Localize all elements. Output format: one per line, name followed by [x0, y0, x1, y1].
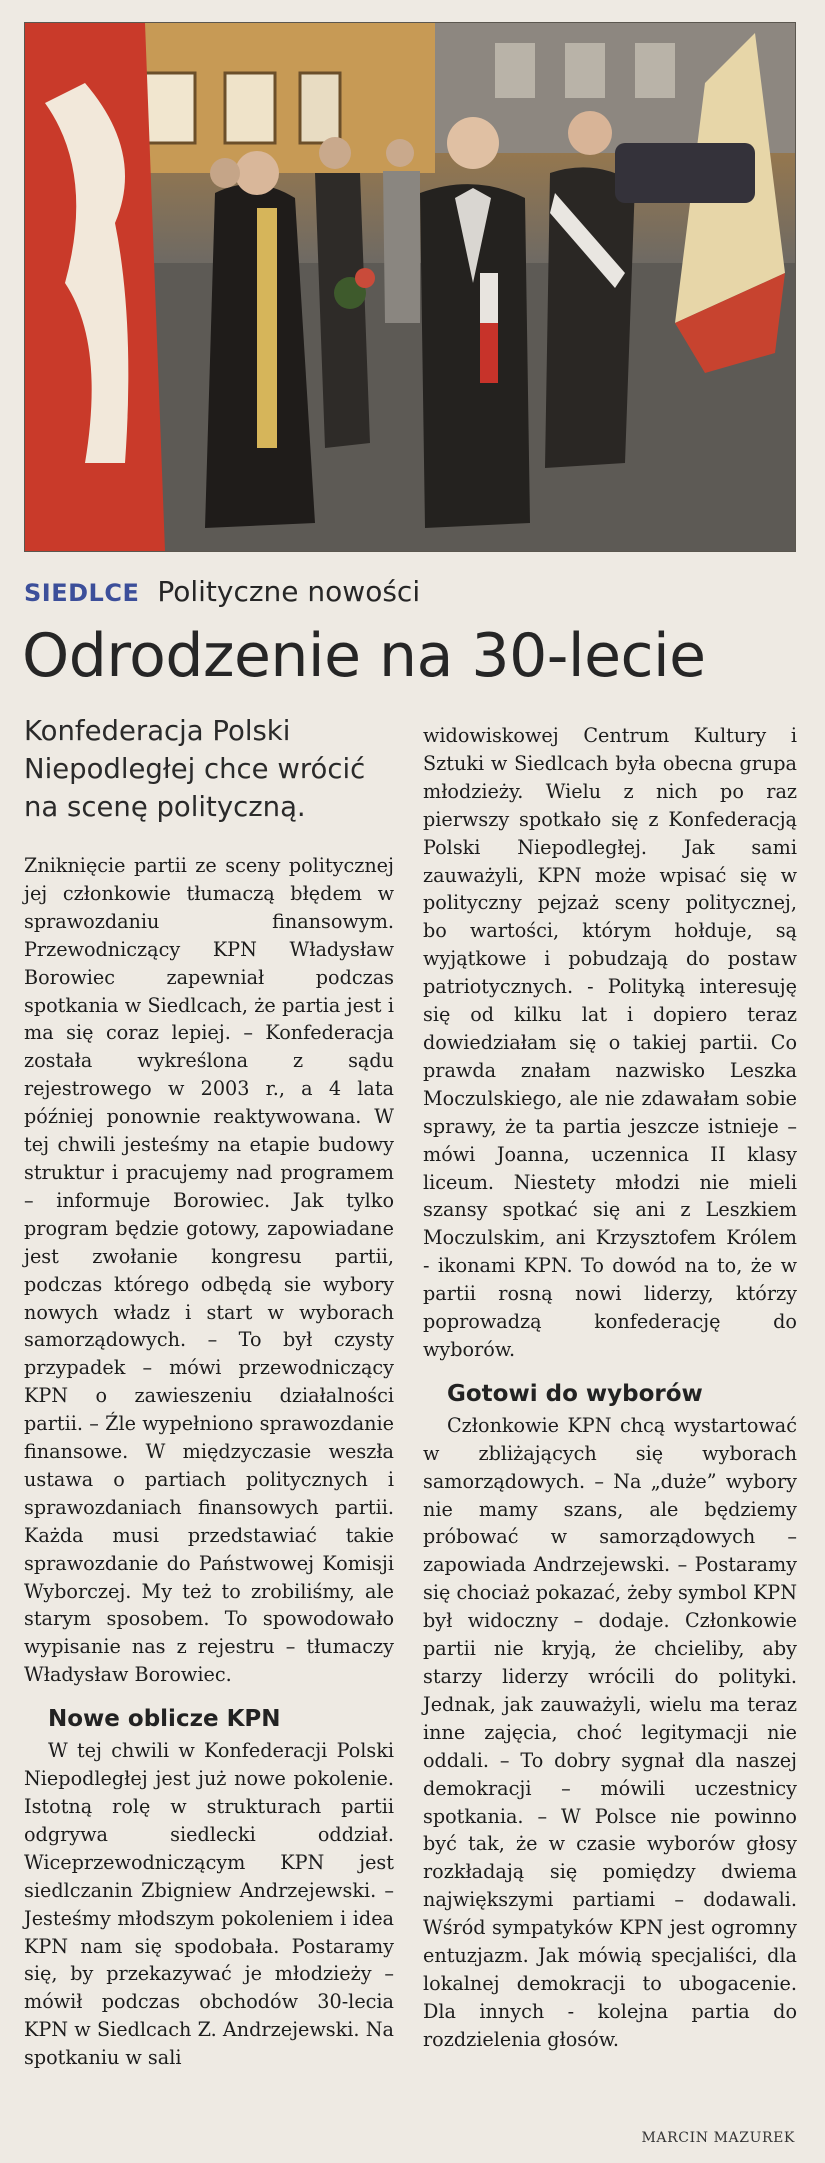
window — [145, 73, 195, 143]
headline: Odrodzenie na 30-lecie — [22, 621, 706, 691]
window — [225, 73, 275, 143]
subheading-nowe-oblicze: Nowe oblicze KPN — [48, 1706, 281, 1733]
sash-red — [480, 323, 498, 383]
window — [565, 43, 605, 98]
person-head — [210, 158, 240, 188]
person-figure — [383, 171, 420, 323]
window — [635, 43, 675, 98]
article-photo — [24, 22, 796, 552]
column-right — [423, 722, 797, 2054]
priest-stole — [257, 208, 277, 448]
window — [300, 73, 340, 143]
column-left — [24, 852, 394, 2072]
topic-label: Polityczne nowości — [157, 575, 421, 608]
window — [495, 43, 535, 98]
kicker — [24, 575, 420, 615]
photo-illustration — [25, 23, 795, 551]
parked-car — [615, 143, 755, 203]
priest-head — [235, 151, 279, 195]
man-head — [568, 111, 612, 155]
byline: MARCIN MAZUREK — [641, 2130, 795, 2146]
body-paragraph: widowiskowej Centrum Kultury i Sztuki w Siedlcach była obecna grupa młodzieży. Wielu z nich po raz pierwszy spotkało się z Konfederacją Polski Niepodległej. Jak sami zauważyli, KPN może wpisać się w polityczny pejzaż sceny politycznej, bo wartości, którym hołduje, są wyjątkowe i pobudzają do postaw patriotycznych. - Polityką interesuję się od kilku lat i dopiero teraz dowiedziałam się o takiej partii. Co prawda znałam nazwisko Leszka Moczulskiego, ale nie zdawałam sobie sprawy, że ta partia jeszcze istnieje – mówi Joanna, uczennica II klasy liceum. Niestety młodzi nie mieli szansy spotkać się ani z Leszkiem Moczulskim, ani Krzysztofem Królem - ikonami KPN. To dowód na to, że w partii rosną nowi liderzy, którzy poprowadzą konfederację do wyborów. — [423, 724, 797, 1361]
lead-paragraph: Konfederacja Polski Niepodległej chce wrócić na scenę polityczną. — [24, 715, 366, 823]
body-paragraph: W tej chwili w Konfederacji Polski Niepodległej jest już nowe pokolenie. Istotną rolę w strukturach partii odgrywa siedlecki oddział. Wiceprzewodniczącym KPN jest siedlczanin Zbigniew Andrzejewski. – Jesteśmy młodszym pokoleniem i idea KPN nam się spodobała. Postaramy się, by przekazywać je młodzieży – mówił podczas obchodów 30-lecia KPN w Siedlcach Z. Andrzejewski. Na spotkaniu w sali — [24, 1739, 394, 2070]
body-paragraph: Członkowie KPN chcą wystartować w zbliżających się wyborach samorządowych. – Na „duże” wybory nie mamy szans, ale będziemy próbować w samorządowych – zapowiada Andrzejewski. – Postaramy się chociaż pokazać, żeby symbol KPN był widoczny – dodaje. Członkowie partii nie kryją, że chcieliby, aby starzy liderzy wrócili do polityki. Jednak, jak zauważyli, wielu ma teraz inne zajęcia, choć legitymacji nie oddali. – To dobry sygnał dla naszej demokracji – mówili uczestnicy spotkania. – W Polsce nie powinno być tak, że w czasie wyborów głosy rozkładają się pomiędzy dwiema największymi partiami – dodawali. Wśród sympatyków KPN jest ogromny entuzjazm. Jak mówią specjaliści, dla lokalnej demokracji to ubogacenie. Dla innych - kolejna partia do rozdzielenia głosów. — [423, 1413, 797, 2051]
man-head — [447, 117, 499, 169]
person-head — [386, 139, 414, 167]
body-paragraph: Zniknięcie partii ze sceny politycznej jej członkowie tłumaczą błędem w sprawozdaniu finansowym. Przewodniczący KPN Władysław Borowiec zapewniał podczas spotkania w Siedlcach, że partia jest i ma się coraz lepiej. – Konfederacja została wykreślona z sądu rejestrowego w 2003 r., a 4 lata później ponownie reaktywowana. W tej chwili jesteśmy na etapie budowy struktur i pracujemy nad programem – informuje Borowiec. Jak tylko program będzie gotowy, zapowiadane jest zwołanie kongresu partii, podczas którego odbędą sie wybory nowych władz i start w wyborach samorządowych. – To był czysty przypadek – mówi przewodniczący KPN o zawieszeniu działalności partii. – Źle wypełniono sprawozdanie finansowe. W międzyczasie weszła ustawa o partiach politycznych i sprawozdaniach finansowych partii. Każda musi przedstawiać takie sprawozdanie do Państwowej Komisji Wyborczej. My też to zrobiliśmy, ale starym sposobem. To spowodowało wypisanie nas z rejestru – tłumaczy Władysław Borowiec. — [24, 854, 394, 1687]
subheading-gotowi: Gotowi do wyborów — [447, 1380, 703, 1407]
section-label: SIEDLCE — [24, 579, 140, 607]
person-head — [319, 137, 351, 169]
flower — [355, 268, 375, 288]
